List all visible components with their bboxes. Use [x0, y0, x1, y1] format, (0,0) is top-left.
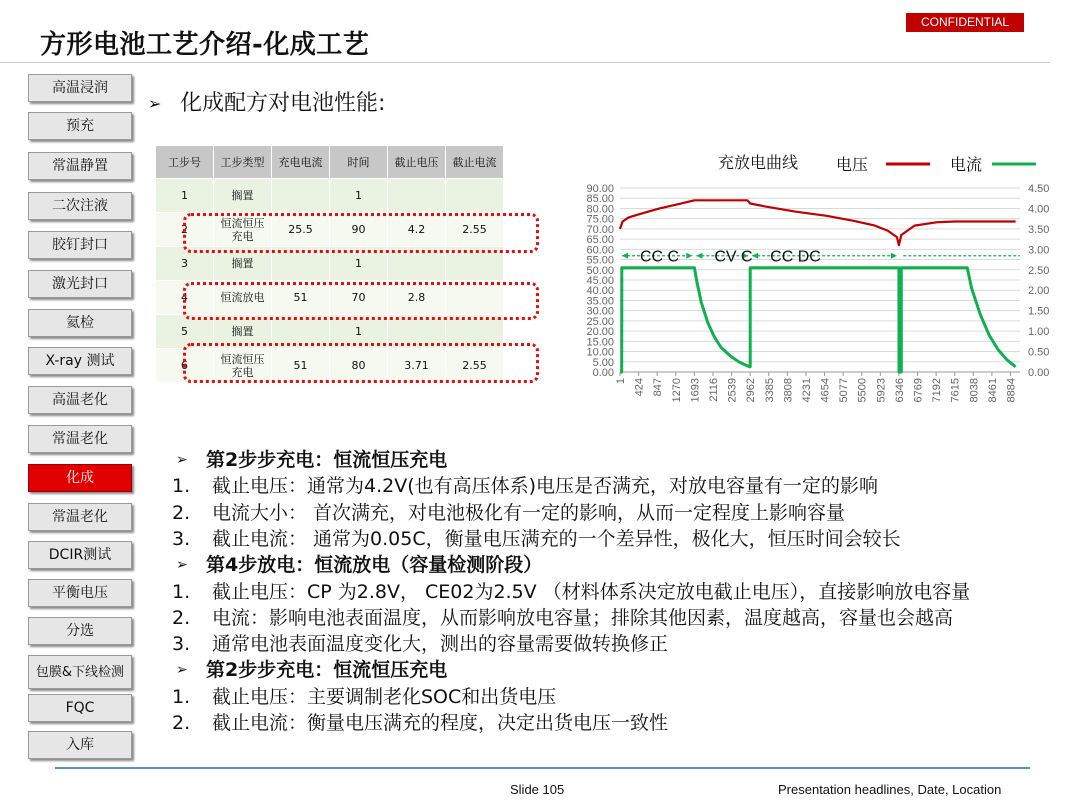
x-tick-label: 2539 — [726, 378, 739, 403]
x-tick-label: 5500 — [856, 378, 869, 403]
x-tick-label: 2962 — [745, 378, 758, 403]
x-tick-label: 4231 — [800, 378, 813, 403]
y-left-tick-label: 85.00 — [586, 193, 614, 206]
list-number: 1. — [172, 685, 191, 708]
table-cell: 25.5 — [272, 213, 330, 247]
y-left-tick-label: 75.00 — [586, 213, 614, 226]
y-right-tick-label: 1.00 — [1028, 326, 1050, 339]
y-right-tick-label: 1.50 — [1028, 305, 1050, 318]
table-header: 充电电流 — [272, 146, 330, 179]
x-tick-label: 1693 — [689, 378, 702, 403]
list-number: 3. — [172, 527, 191, 550]
y-right-tick-label: 4.00 — [1028, 203, 1050, 216]
y-right-tick-label: 2.00 — [1028, 285, 1050, 298]
body-line-text: 电流：影响电池表面温度，从而影响放电容量；排除其他因素，温度越高，容量也会越高 — [212, 606, 954, 629]
title-divider — [0, 62, 1050, 63]
y-left-tick-label: 35.00 — [586, 295, 614, 308]
table-cell — [388, 179, 446, 213]
confidential-badge: CONFIDENTIAL — [906, 13, 1024, 32]
body-line-text: 截止电压：CP 为2.8V， CE02为2.5V （材料体系决定放电截止电压），直接影响放电容量 — [212, 580, 971, 603]
x-tick-label: 5923 — [875, 378, 888, 403]
highlight-step-6 — [183, 343, 539, 383]
arrow-bullet-icon: ➢ — [176, 452, 188, 468]
highlight-step-4 — [183, 282, 539, 320]
x-tick-label: 1270 — [670, 378, 683, 403]
sidebar-item-4[interactable]: 二次注液 — [28, 192, 132, 220]
sidebar-item-3[interactable]: 常温静置 — [28, 152, 132, 180]
sidebar-item-12[interactable]: 常温老化 — [28, 503, 132, 531]
legend-label-current: 电流 — [950, 155, 983, 174]
x-tick-label: 4654 — [819, 378, 832, 403]
phase-arrow-left — [752, 253, 758, 259]
y-left-tick-label: 20.00 — [586, 326, 614, 339]
table-cell: 3 — [156, 247, 214, 281]
y-left-tick-label: 50.00 — [586, 264, 614, 277]
y-left-tick-label: 10.00 — [586, 346, 614, 359]
sidebar-item-10[interactable]: 常温老化 — [28, 425, 132, 453]
table-cell: 1 — [330, 315, 388, 349]
phase-label: CV C — [714, 248, 753, 266]
y-left-tick-label: 60.00 — [586, 244, 614, 257]
body-line-text: 电流大小： 首次满充，对电池极化有一定的影响，从而一定程度上影响容量 — [212, 501, 846, 524]
table-cell: 4 — [156, 281, 214, 315]
y-left-tick-label: 45.00 — [586, 275, 614, 287]
table-cell: 2 — [156, 213, 214, 247]
table-header: 时间 — [330, 146, 388, 179]
sidebar-item-8[interactable]: X-ray 测试 — [28, 347, 132, 375]
y-left-tick-label: 0.00 — [592, 367, 614, 379]
x-tick-label: 8461 — [986, 378, 999, 403]
body-line-text: 通常电池表面温度变化大，测出的容量需要做转换修正 — [212, 633, 669, 656]
table-cell: 1 — [330, 179, 388, 213]
charge-discharge-chart — [560, 150, 1070, 410]
list-number: 1. — [172, 475, 191, 498]
y-right-tick-label: 2.50 — [1028, 264, 1050, 277]
body-line-text: 截止电流：衡量电压满充的程度，决定出货电压一致性 — [212, 712, 669, 734]
table-cell — [446, 179, 504, 213]
sidebar-item-13[interactable]: DCIR测试 — [28, 541, 132, 569]
y-right-tick-label: 3.50 — [1028, 223, 1050, 236]
table-cell: 51 — [272, 349, 330, 383]
x-tick-label: 424 — [633, 378, 646, 397]
list-number: 3. — [172, 633, 191, 656]
phase-label: CC DC — [770, 248, 821, 266]
table-cell: 搁置 — [214, 179, 272, 213]
y-left-tick-label: 55.00 — [586, 254, 614, 267]
series-line-voltage — [620, 200, 1016, 245]
table-cell: 2.55 — [446, 349, 504, 383]
table-header: 工步号 — [156, 146, 214, 179]
table-cell: 2.8 — [388, 281, 446, 315]
arrow-bullet-icon: ➢ — [148, 94, 162, 113]
body-line-text: 截止电压：主要调制老化SOC和出货电压 — [212, 685, 557, 708]
legend-label-voltage: 电压 — [836, 155, 869, 174]
y-left-tick-label: 80.00 — [586, 203, 614, 216]
table-cell: 3.71 — [388, 349, 446, 383]
table-cell: 1 — [330, 247, 388, 281]
sidebar-item-15[interactable]: 分选 — [28, 617, 132, 645]
sidebar-item-14[interactable]: 平衡电压 — [28, 579, 132, 607]
series-line-current — [620, 268, 1016, 372]
table-cell: 4.2 — [388, 213, 446, 247]
x-tick-label: 3808 — [782, 378, 795, 403]
body-line-text: 第2步步充电：恒流恒压充电 — [206, 659, 448, 682]
sidebar-item-11[interactable]: 化成 — [28, 464, 132, 492]
sidebar-item-16[interactable]: 包膜&下线检测 — [28, 655, 132, 689]
phase-arrow-left — [696, 253, 702, 259]
list-number: 1. — [172, 580, 191, 603]
x-tick-label: 5077 — [838, 378, 851, 403]
table-header: 截止电流 — [446, 146, 504, 179]
y-left-tick-label: 15.00 — [586, 336, 614, 349]
phase-arrow-left — [622, 253, 628, 259]
body-line-text: 第4步放电：恒流放电（容量检测阶段） — [206, 554, 543, 577]
table-cell: 51 — [272, 281, 330, 315]
x-tick-label: 1 — [615, 378, 627, 385]
x-tick-label: 2116 — [707, 378, 720, 402]
sidebar-item-6[interactable]: 激光封口 — [28, 270, 132, 298]
y-left-tick-label: 25.00 — [586, 315, 614, 328]
y-left-tick-label: 65.00 — [586, 234, 614, 247]
sidebar-item-7[interactable]: 氦检 — [28, 309, 132, 337]
x-tick-label: 8038 — [968, 378, 981, 403]
list-number: 2. — [172, 712, 191, 734]
footer-divider — [55, 767, 1030, 769]
body-line-text: 截止电压：通常为4.2V(也有高压体系)电压是否满充，对放电容量有一定的影响 — [212, 475, 879, 498]
table-header: 截止电压 — [388, 146, 446, 179]
footer-info: Presentation headlines, Date, Location — [778, 782, 1002, 797]
table-cell: 2.55 — [446, 213, 504, 247]
x-tick-label: 7192 — [931, 378, 944, 403]
y-right-tick-label: 0.00 — [1028, 367, 1050, 379]
x-tick-label: 847 — [652, 378, 665, 397]
body-line-text: 截止电流： 通常为0.05C，衡量电压满充的一个差异性，极化大，恒压时间会较长 — [212, 527, 901, 550]
sidebar-item-18[interactable]: 入库 — [28, 731, 132, 759]
list-number: 2. — [172, 501, 191, 524]
list-number: 2. — [172, 606, 191, 629]
y-left-tick-label: 40.00 — [586, 285, 614, 298]
section-heading-text: 化成配方对电池性能: — [180, 91, 386, 116]
x-tick-label: 7615 — [949, 378, 962, 403]
table-cell: 搁置 — [214, 247, 272, 281]
table-cell: 1 — [156, 179, 214, 213]
y-left-tick-label: 90.00 — [586, 183, 614, 195]
x-tick-label: 3385 — [763, 378, 776, 403]
table-cell: 6 — [156, 349, 214, 383]
table-cell — [272, 179, 330, 213]
chart-title: 充放电曲线 — [718, 153, 799, 172]
table-cell: 恒流恒压充电 — [214, 213, 272, 247]
table-cell: 5 — [156, 315, 214, 349]
x-tick-label: 6346 — [893, 378, 906, 403]
arrow-bullet-icon: ➢ — [176, 662, 188, 679]
x-tick-label: 8884 — [1005, 378, 1018, 403]
body-line-text: 第2步步充电：恒流恒压充电 — [206, 449, 448, 471]
table-cell: 70 — [330, 281, 388, 315]
sidebar-item-17[interactable]: FQC — [28, 694, 132, 722]
y-right-tick-label: 0.50 — [1028, 346, 1050, 359]
y-left-tick-label: 5.00 — [592, 356, 614, 369]
table-cell: 搁置 — [214, 315, 272, 349]
table-cell: 90 — [330, 213, 388, 247]
phase-label: CC C — [640, 248, 680, 266]
highlight-step-2 — [183, 213, 539, 253]
slide-number: Slide 105 — [510, 782, 565, 797]
table-cell: 80 — [330, 349, 388, 383]
sidebar-item-9[interactable]: 高温老化 — [28, 386, 132, 414]
sidebar-item-5[interactable]: 胶钉封口 — [28, 231, 132, 259]
table-cell: 恒流恒压充电 — [214, 349, 272, 383]
y-left-tick-label: 70.00 — [586, 223, 614, 236]
x-tick-label: 6769 — [912, 378, 925, 403]
phase-arrow-right — [891, 253, 897, 259]
phase-arrow-right — [686, 253, 692, 259]
table-row — [156, 179, 504, 213]
y-right-tick-label: 4.50 — [1028, 183, 1050, 195]
arrow-bullet-icon: ➢ — [176, 557, 188, 574]
table-cell: 恒流放电 — [214, 281, 272, 315]
sidebar-item-1[interactable]: 高温浸润 — [28, 74, 132, 102]
y-right-tick-label: 3.00 — [1028, 244, 1050, 257]
sidebar-item-2[interactable]: 预充 — [28, 112, 132, 140]
table-header: 工步类型 — [214, 146, 272, 179]
y-left-tick-label: 30.00 — [586, 305, 614, 318]
page-title: 方形电池工艺介绍-化成工艺 — [40, 30, 370, 60]
